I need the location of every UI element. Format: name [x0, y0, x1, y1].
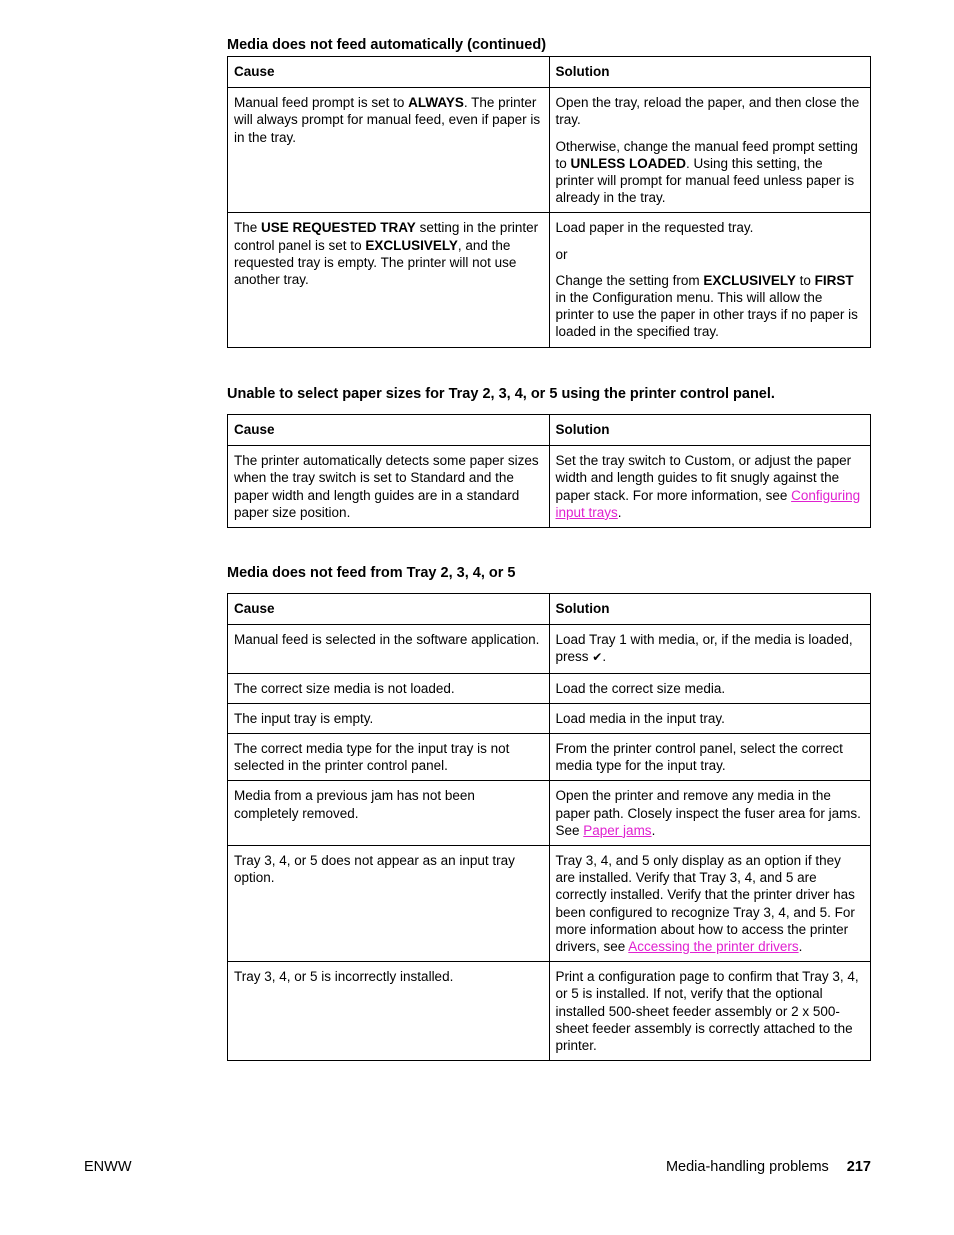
solution-cell	[549, 88, 871, 213]
cell-paragraph	[556, 246, 865, 263]
cell-paragraph	[234, 710, 543, 727]
text-run: . The printer will always prompt for manual feed, even if paper is in the tray.	[234, 95, 541, 145]
text-run: Load the correct size media.	[555, 680, 726, 696]
cell-paragraph	[556, 710, 865, 727]
text-run: Manual feed is selected in the software application.	[234, 632, 540, 648]
text-run: The printer automatically detects some paper sizes when the tray switch is set to Standard and the paper width and length guides are in a standard paper size position.	[234, 453, 539, 520]
section-heading-unable-select-paper-sizes: Unable to select paper sizes for Tray 2, 3, 4, or 5 using the printer control panel.	[227, 386, 775, 402]
cell-paragraph	[556, 968, 865, 1054]
page-number: 217	[846, 1159, 871, 1175]
table-row	[228, 846, 871, 962]
text-run: .	[602, 649, 607, 665]
text-run: Load Tray 1 with media, or, if the media is loaded, press	[555, 632, 853, 665]
bold-term: FIRST	[814, 272, 854, 288]
text-run: , and the requested tray is empty. The printer will not use another tray.	[234, 237, 517, 288]
cell-paragraph	[234, 94, 543, 146]
cross-reference-link[interactable]: Paper jams	[583, 822, 652, 838]
text-run: setting in the printer control panel is set to	[234, 220, 539, 253]
bold-term: USE REQUESTED TRAY	[261, 220, 416, 236]
cell-paragraph	[556, 452, 865, 521]
section-heading-media-not-feed-trays: Media does not feed from Tray 2, 3, 4, or 5	[227, 565, 516, 581]
text-run: The correct media type for the input tray is not selected in the printer control panel.	[234, 741, 510, 774]
table-header-row	[228, 57, 871, 88]
table-row	[228, 446, 871, 528]
solution-cell	[549, 846, 871, 962]
footer-locale: ENWW	[84, 1159, 132, 1175]
cause-column-header: Cause	[228, 415, 550, 446]
cell-paragraph	[234, 680, 543, 697]
text-run: Print a configuration page to confirm that Tray 3, 4, or 5 is installed. If not, verify that the optional installed 500-sheet feeder assembly or 2 x 500-sheet feeder assembly is correctly attached to the printer.	[555, 969, 859, 1054]
cause-cell	[228, 446, 550, 528]
text-run: Set the tray switch to Custom, or adjust the paper width and length guides to fit snugly against the paper stack. For more information, see	[555, 453, 852, 503]
table-body	[228, 446, 871, 528]
cause-cell	[228, 846, 550, 962]
table-row	[228, 88, 871, 213]
solution-cell	[549, 446, 871, 528]
solution-cell	[549, 673, 871, 703]
cell-paragraph	[234, 631, 543, 648]
table-row	[228, 734, 871, 781]
text-run: The	[234, 220, 262, 236]
text-run: Media from a previous jam has not been completely removed.	[234, 788, 475, 821]
table-row	[228, 781, 871, 846]
text-run: Open the tray, reload the paper, and then close the tray.	[555, 95, 860, 128]
bold-term: EXCLUSIVELY	[365, 237, 458, 253]
text-run: Tray 3, 4, or 5 is incorrectly installed.	[234, 969, 454, 985]
troubleshooting-table	[227, 593, 871, 1061]
text-run: or	[555, 246, 568, 262]
text-run: Load media in the input tray.	[555, 710, 725, 726]
section-heading-media-not-feed-auto: Media does not feed automatically (continued)	[227, 37, 547, 53]
solution-cell	[549, 781, 871, 846]
cell-paragraph	[556, 680, 865, 697]
solution-cell	[549, 703, 871, 733]
table-row	[228, 625, 871, 673]
cell-paragraph	[234, 787, 543, 821]
cell-paragraph	[234, 740, 543, 774]
solution-cell	[549, 962, 871, 1061]
table-row	[228, 703, 871, 733]
cause-column-header: Cause	[228, 57, 550, 88]
text-run: From the printer control panel, select the correct media type for the input tray.	[555, 741, 843, 774]
bold-term: ALWAYS	[408, 95, 464, 111]
text-run: .	[617, 504, 622, 520]
text-run: The correct size media is not loaded.	[234, 680, 455, 696]
cause-cell	[228, 213, 550, 347]
text-run: Tray 3, 4, or 5 does not appear as an input tray option.	[234, 853, 515, 886]
text-run: in the Configuration menu. This will allow the printer to use the paper in other trays if no paper is loaded in the specified tray.	[555, 290, 858, 340]
footer-right	[666, 1158, 871, 1176]
cell-paragraph	[556, 852, 865, 955]
cell-paragraph	[556, 219, 865, 236]
cause-cell	[228, 734, 550, 781]
cell-paragraph	[556, 94, 865, 128]
troubleshooting-table	[227, 414, 871, 528]
cause-cell	[228, 703, 550, 733]
text-run: to	[795, 272, 815, 288]
cell-paragraph	[556, 787, 865, 839]
cell-paragraph	[556, 272, 865, 341]
cause-column-header: Cause	[228, 594, 550, 625]
text-run: Tray 3, 4, and 5 only display as an option if they are installed. Verify that Tray 3, 4, and 5 are correctly installed. Verify that the printer driver has been configured to recognize Tray 3, 4, and 5. For more information about how to access the printer drivers, see	[555, 853, 855, 955]
text-run: Open the printer and remove any media in the paper path. Closely inspect the fuser area for jams. See	[555, 788, 861, 838]
troubleshooting-table	[227, 56, 871, 348]
cause-cell	[228, 673, 550, 703]
text-run: Otherwise, change the manual feed prompt setting to	[555, 138, 858, 171]
table-row	[228, 213, 871, 347]
cell-paragraph	[556, 631, 865, 666]
table-body	[228, 625, 871, 1061]
bold-term: UNLESS LOADED	[570, 155, 687, 171]
table-row	[228, 962, 871, 1061]
solution-cell	[549, 734, 871, 781]
footer-section-title: Media-handling problems	[665, 1159, 829, 1175]
solution-cell	[549, 213, 871, 347]
table-header-row	[228, 594, 871, 625]
table-row	[228, 673, 871, 703]
solution-cell	[549, 625, 871, 673]
text-run: . Using this setting, the printer will prompt for manual feed unless paper is already in the tray.	[555, 155, 855, 206]
text-run: Manual feed prompt is set to	[234, 95, 409, 111]
cell-paragraph	[234, 968, 543, 985]
cause-cell	[228, 962, 550, 1061]
solution-column-header: Solution	[549, 415, 871, 446]
cause-cell	[228, 781, 550, 846]
checkmark-icon: ✔	[592, 650, 603, 665]
solution-column-header: Solution	[549, 57, 871, 88]
table-header-row	[228, 415, 871, 446]
bold-term: EXCLUSIVELY	[703, 272, 796, 288]
cause-cell	[228, 88, 550, 213]
text-run: Load paper in the requested tray.	[555, 220, 754, 236]
cross-reference-link[interactable]: Configuring input trays	[555, 487, 861, 520]
cell-paragraph	[234, 452, 543, 521]
table-body	[228, 88, 871, 347]
text-run: .	[798, 939, 803, 955]
cross-reference-link[interactable]: Accessing the printer drivers	[628, 939, 799, 955]
cell-paragraph	[234, 219, 543, 288]
cell-paragraph	[556, 740, 865, 774]
cause-cell	[228, 625, 550, 673]
text-run: The input tray is empty.	[234, 710, 374, 726]
text-run: .	[651, 822, 656, 838]
cell-paragraph	[556, 138, 865, 207]
solution-column-header: Solution	[549, 594, 871, 625]
text-run: Change the setting from	[555, 272, 704, 288]
cell-paragraph	[234, 852, 543, 886]
